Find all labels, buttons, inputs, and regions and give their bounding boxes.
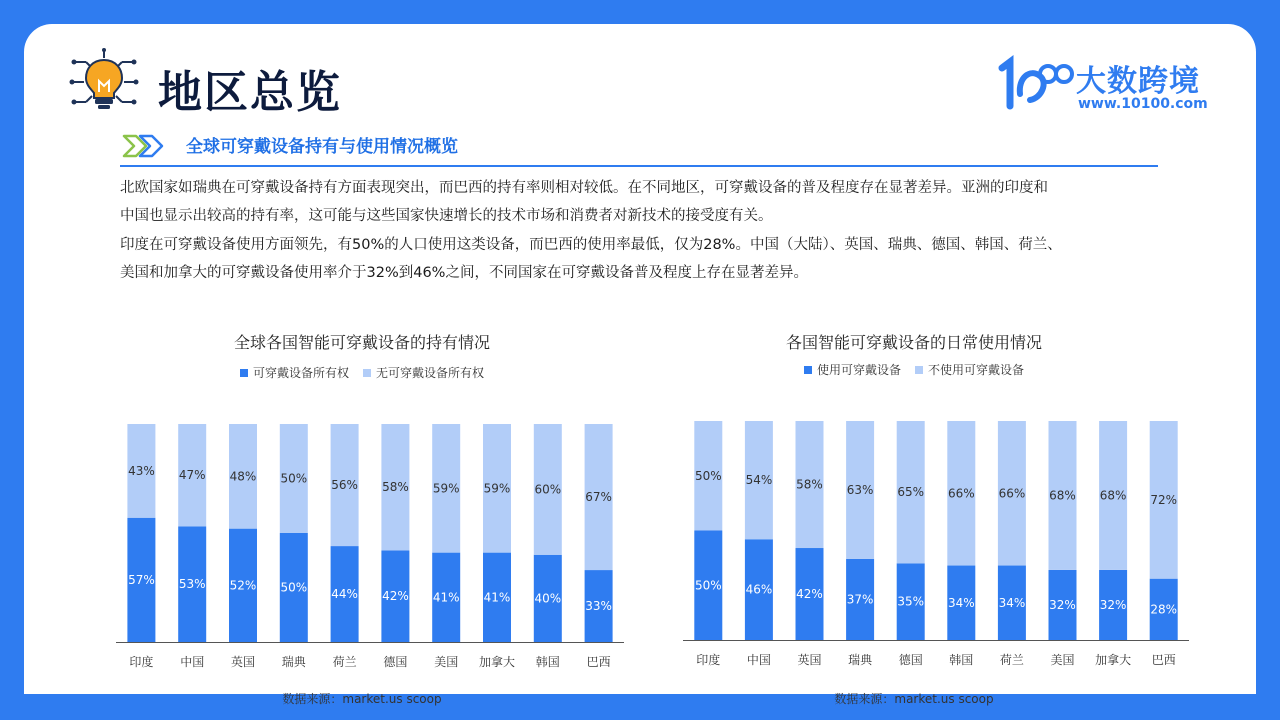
paragraph-line-1: 北欧国家如瑞典在可穿戴设备持有方面表现突出，而巴西的持有率则相对较低。在不同地区，可穿戴设备的普及程度存在显著差异。亚洲的印度和 bbox=[120, 180, 1048, 196]
x-tick-label: 瑞典 bbox=[848, 653, 873, 667]
data-label: 41% bbox=[483, 590, 511, 605]
data-label: 47% bbox=[178, 468, 206, 483]
x-tick-label: 印度 bbox=[696, 653, 721, 667]
data-label: 37% bbox=[846, 592, 874, 607]
data-label: 59% bbox=[483, 481, 511, 496]
chart-plot bbox=[106, 392, 618, 682]
x-tick-label: 巴西 bbox=[586, 655, 611, 669]
x-tick-label: 瑞典 bbox=[281, 655, 306, 669]
legend-item bbox=[804, 361, 901, 378]
x-tick-label: 荷兰 bbox=[999, 653, 1024, 667]
legend-item bbox=[240, 364, 349, 381]
x-tick-label: 印度 bbox=[129, 655, 154, 669]
lightbulb-icon bbox=[70, 48, 138, 112]
data-label: 50% bbox=[694, 468, 722, 483]
data-label: 72% bbox=[1150, 492, 1178, 507]
chart-title: 全球各国智能可穿戴设备的持有情况 bbox=[233, 333, 490, 352]
data-label: 57% bbox=[128, 572, 155, 587]
legend-label: 不使用可穿戴设备 bbox=[928, 363, 1025, 377]
data-label: 35% bbox=[897, 594, 925, 609]
data-label: 44% bbox=[331, 587, 358, 602]
x-tick-label: 英国 bbox=[230, 655, 256, 669]
data-label: 54% bbox=[745, 473, 773, 488]
data-label: 32% bbox=[1099, 597, 1127, 612]
data-label: 34% bbox=[998, 595, 1026, 610]
data-label: 50% bbox=[280, 471, 308, 486]
legend-item bbox=[363, 364, 484, 381]
x-tick-label: 中国 bbox=[180, 655, 205, 669]
data-label: 56% bbox=[331, 478, 358, 493]
data-label: 28% bbox=[1150, 602, 1178, 617]
legend-label: 可穿戴设备所有权 bbox=[252, 366, 349, 380]
chevron-arrows-icon bbox=[122, 132, 168, 160]
data-label: 48% bbox=[229, 469, 257, 484]
logo-text: 大数跨境 bbox=[1076, 64, 1200, 99]
x-tick-label: 韩国 bbox=[949, 653, 974, 667]
paragraph-line-2: 中国也显示出较高的持有率，这可能与这些国家快速增长的技术市场和消费者对新技术的接受度有关。 bbox=[120, 208, 773, 224]
data-label: 34% bbox=[947, 595, 975, 610]
usage-chart bbox=[660, 320, 1178, 706]
logo-url[interactable]: www.10100.com bbox=[1078, 96, 1208, 112]
data-label: 40% bbox=[534, 591, 562, 606]
legend-label: 使用可穿戴设备 bbox=[816, 363, 901, 377]
section-divider bbox=[120, 165, 1158, 167]
x-tick-label: 英国 bbox=[797, 653, 822, 667]
data-label: 32% bbox=[1049, 597, 1076, 612]
data-source: 数据来源：market.us scoop bbox=[282, 692, 442, 706]
x-tick-label: 德国 bbox=[898, 653, 923, 667]
x-tick-label: 加拿大 bbox=[1095, 653, 1132, 667]
legend-swatch bbox=[363, 369, 371, 377]
data-label: 50% bbox=[280, 580, 308, 595]
data-label: 66% bbox=[998, 486, 1026, 501]
data-label: 46% bbox=[745, 582, 773, 597]
legend-swatch bbox=[804, 366, 812, 374]
x-tick-label: 巴西 bbox=[1151, 653, 1176, 667]
data-label: 58% bbox=[796, 477, 823, 492]
data-label: 41% bbox=[432, 590, 460, 605]
x-tick-label: 美国 bbox=[434, 655, 459, 669]
brand-logo[interactable] bbox=[996, 54, 1216, 118]
x-tick-label: 加拿大 bbox=[478, 655, 516, 669]
x-tick-label: 中国 bbox=[746, 653, 771, 667]
legend-label: 无可穿戴设备所有权 bbox=[376, 366, 485, 380]
data-label: 68% bbox=[1049, 488, 1076, 503]
data-label: 59% bbox=[432, 481, 460, 496]
data-label: 68% bbox=[1099, 488, 1127, 503]
chart-legend bbox=[106, 364, 618, 381]
paragraph-line-3: 印度在可穿戴设备使用方面领先，有50%的人口使用这类设备，而巴西的使用率最低，仅为28%。中国（大陆）、英国、瑞典、德国、韩国、荷兰、 bbox=[120, 237, 1062, 253]
data-label: 63% bbox=[846, 482, 874, 497]
ownership-chart bbox=[106, 320, 618, 706]
data-label: 42% bbox=[796, 587, 823, 602]
data-label: 66% bbox=[947, 486, 975, 501]
data-label: 43% bbox=[128, 463, 155, 478]
data-label: 42% bbox=[382, 589, 409, 604]
data-source: 数据来源：market.us scoop bbox=[834, 692, 994, 706]
section-subtitle: 全球可穿戴设备持有与使用情况概览 bbox=[186, 137, 458, 157]
legend-item bbox=[915, 361, 1024, 378]
data-label: 52% bbox=[229, 578, 257, 593]
page-card bbox=[24, 24, 1256, 706]
logo-mark-icon bbox=[996, 54, 1076, 114]
chart-legend bbox=[660, 361, 1168, 378]
legend-swatch bbox=[240, 369, 248, 377]
data-label: 33% bbox=[585, 599, 612, 614]
data-label: 65% bbox=[897, 485, 925, 500]
data-label: 58% bbox=[382, 480, 409, 495]
data-label: 67% bbox=[585, 490, 612, 505]
data-label: 53% bbox=[178, 577, 206, 592]
data-label: 50% bbox=[694, 578, 722, 593]
chart-title: 各国智能可穿戴设备的日常使用情况 bbox=[785, 333, 1042, 352]
x-tick-label: 德国 bbox=[383, 655, 408, 669]
x-tick-label: 荷兰 bbox=[332, 655, 357, 669]
paragraph-line-4: 美国和加拿大的可穿戴设备使用率介于32%到46%之间，不同国家在可穿戴设备普及程度上存在显著差异。 bbox=[120, 265, 808, 281]
x-tick-label: 韩国 bbox=[535, 655, 560, 669]
x-tick-label: 美国 bbox=[1050, 653, 1075, 667]
page-title: 地区总览 bbox=[158, 67, 342, 118]
chart-plot bbox=[660, 392, 1178, 682]
legend-swatch bbox=[915, 366, 923, 374]
data-label: 60% bbox=[534, 482, 562, 497]
